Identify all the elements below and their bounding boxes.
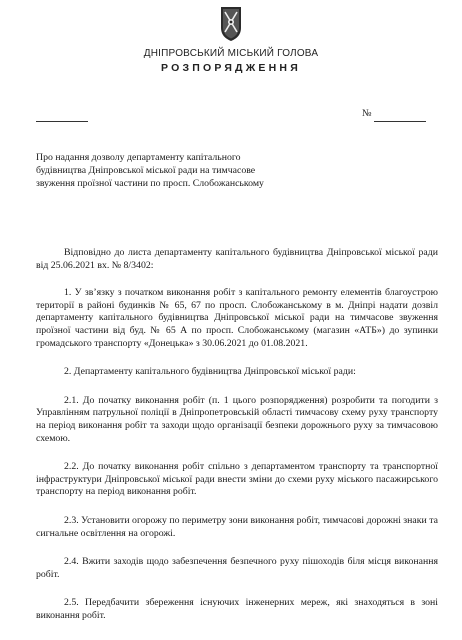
intro-paragraph: Відповідно до листа департаменту капітального будівництва Дніпровської міської ради від 25.06.2021 вх. № 8/3402: — [36, 247, 438, 271]
order-body — [36, 247, 438, 622]
paragraph-2-1: 2.1. До початку виконання робіт (п. 1 цього розпорядження) розробити та погодити з Управлінням патрульної поліції в Дніпропетровській області тимчасову схему руху транспорту на період виконання робіт та заходи щодо організації безпеки дорожнього руху за тимчасовою схемою. — [36, 394, 438, 444]
paragraph-2-3: 2.3. Установити огорожу по периметру зони виконання робіт, тимчасові дорожні знаки та сигнальне освітлення на огорожі. — [36, 514, 438, 539]
paragraph-2-5: 2.5. Передбачити збереження існуючих інженерних мереж, які знаходяться в зоні виконання робіт. — [36, 597, 438, 621]
paragraph-1: 1. У зв’язку з початком виконання робіт з капітального ремонту елементів благоустрою території в районі будинків № 65, 67 по просп. Слобожанському в м. Дніпрі надати дозвіл департаменту капітального будівництва Дніпровської міської ради на тимчасове звуження проїзної частини від буд. № 65 А по просп. Слобожанському (магазин «АТБ») до зупинки громадського транспорту «Донецька» з 30.06.2021 до 01.08.2021. — [36, 287, 438, 349]
document-type: РОЗПОРЯДЖЕННЯ — [161, 62, 301, 74]
paragraph-2-2: 2.2. До початку виконання робіт спільно з департаментом транспорту та транспортної інфраструктури Дніпровської міської ради внести зміни до схеми руху міського пасажирського транспорту на період виконання робіт. — [36, 461, 438, 498]
subject-block: Про надання дозволу департаменту капітального будівництва Дніпровської міської ради на тимчасове звуження проїзної частини по просп. Слобожанському — [36, 152, 264, 189]
paragraph-2: 2. Департаменту капітального будівництва Дніпровської міської ради: — [64, 366, 356, 378]
number-blank-line — [374, 120, 426, 122]
dnipro-coat-of-arms-icon — [219, 6, 243, 42]
number-label: № — [362, 108, 372, 119]
date-blank-line — [36, 120, 88, 122]
authority-title: ДНІПРОВСЬКИЙ МІСЬКИЙ ГОЛОВА — [143, 48, 319, 59]
paragraph-2-4: 2.4. Вжити заходів щодо забезпечення безпечного руху пішоходів біля місця виконання робіт. — [36, 556, 438, 580]
